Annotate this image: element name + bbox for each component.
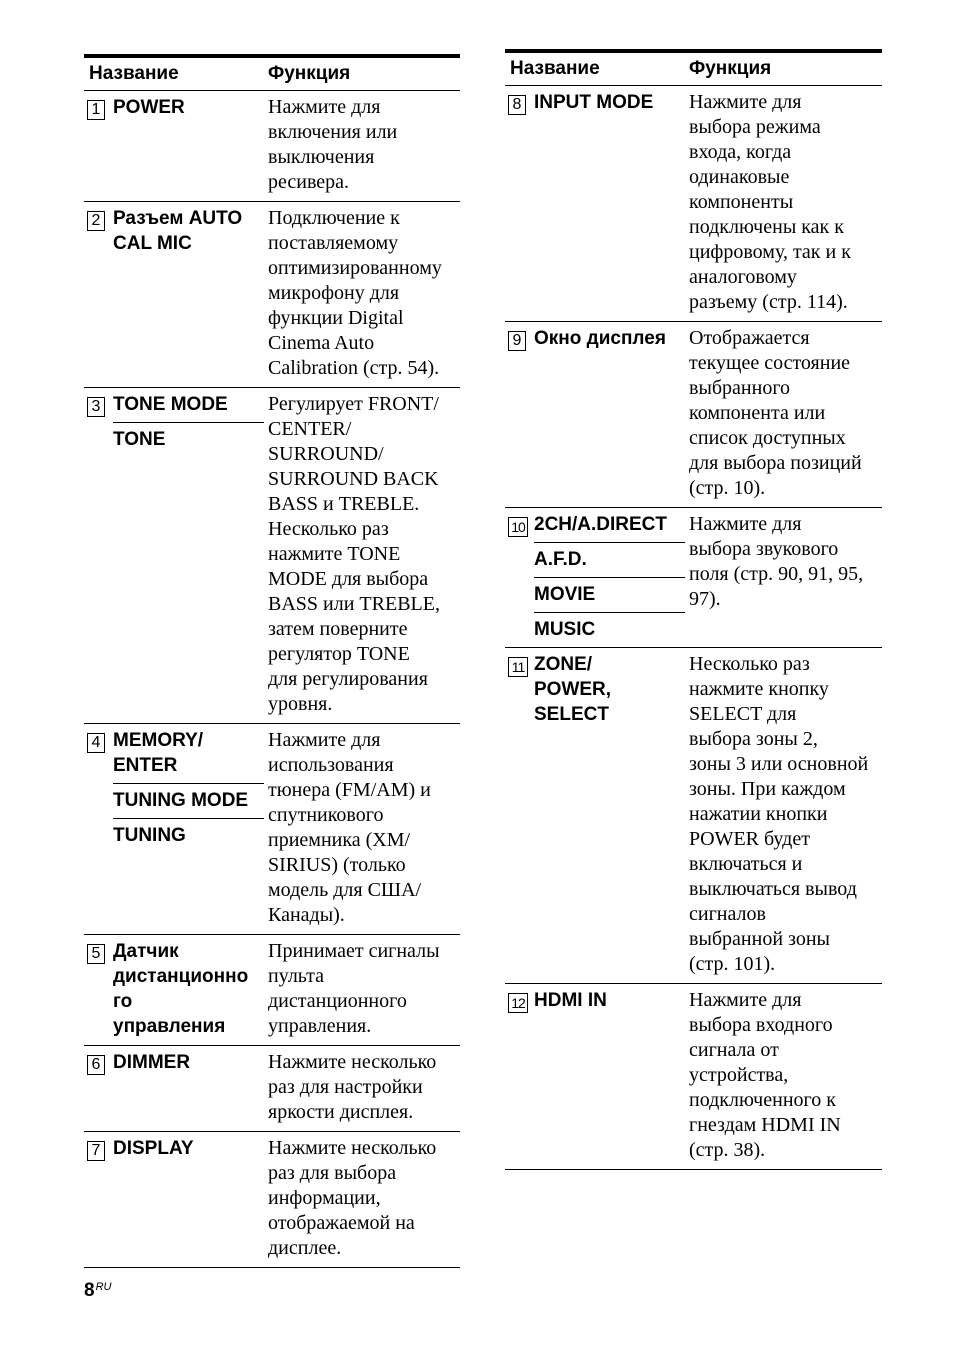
item-name: ZONE/ POWER, SELECT <box>534 654 612 725</box>
header-function: Функция <box>689 58 772 79</box>
table-row <box>505 984 882 1170</box>
item-name: Окно дисплея <box>534 328 666 349</box>
item-number-box: 10 <box>508 517 528 537</box>
item-name: TONE <box>113 422 264 457</box>
table-row <box>84 935 460 1046</box>
table-row <box>505 86 882 322</box>
table-row <box>505 322 882 508</box>
item-name: MEMORY/ ENTER <box>113 730 204 776</box>
item-name: 2CH/A.DIRECT <box>534 514 668 535</box>
function-description: Принимает сигналы пульта дистанционного управления. <box>268 940 440 1037</box>
page-number-value: 8 <box>84 1280 95 1301</box>
table-header <box>505 49 882 86</box>
item-name: TONE MODE <box>113 394 228 415</box>
item-number-box: 3 <box>87 397 105 417</box>
item-number-box: 1 <box>87 100 105 120</box>
header-name: Название <box>89 63 179 84</box>
item-names <box>113 388 264 457</box>
page-number <box>84 1280 111 1302</box>
table-header <box>84 54 460 91</box>
item-name: Разъем AUTO CAL MIC <box>113 208 243 254</box>
table-row <box>505 648 882 984</box>
item-names <box>534 648 685 732</box>
item-names <box>113 935 264 1044</box>
table-row <box>84 91 460 202</box>
table-row <box>84 724 460 935</box>
header-name: Название <box>510 58 600 79</box>
item-names <box>534 322 685 356</box>
item-number-box: 5 <box>87 944 105 964</box>
item-number-box: 8 <box>508 95 526 115</box>
function-description: Нажмите для выбора режима входа, когда одинаковые компоненты подключены как к цифровому, так и к аналоговому разъему (стр. 114). <box>689 91 851 313</box>
table-row <box>84 1046 460 1132</box>
header-function: Функция <box>268 63 351 84</box>
function-description: Нажмите несколько раз для настройки яркости дисплея. <box>268 1051 437 1123</box>
item-name: POWER <box>113 97 185 118</box>
table-row <box>84 202 460 388</box>
item-names <box>113 1046 264 1080</box>
function-description: Нажмите для выбора входного сигнала от устройства, подключенного к гнездам HDMI IN (стр. 38). <box>689 989 841 1161</box>
item-number-box: 6 <box>87 1055 105 1075</box>
function-description: Нажмите для включения или выключения ресивера. <box>268 96 398 193</box>
item-names <box>113 1132 264 1166</box>
item-name: DISPLAY <box>113 1138 194 1159</box>
function-description: Регулирует FRONT/ CENTER/ SURROUND/ SURROUND BACK BASS и TREBLE. Несколько раз нажмите TONE MODE для выбора BASS или TREBLE, затем поверните регулятор TONE для регулирования уровня. <box>268 393 440 715</box>
item-names <box>534 86 685 120</box>
item-name: DIMMER <box>113 1052 191 1073</box>
item-name: MOVIE <box>534 577 685 612</box>
item-number-box: 4 <box>87 733 105 753</box>
item-number-box: 9 <box>508 331 526 351</box>
item-names <box>534 984 685 1018</box>
page-language: RU <box>95 1281 112 1293</box>
item-names <box>113 202 264 261</box>
item-names <box>534 508 685 647</box>
item-number-box: 12 <box>508 993 528 1013</box>
function-description: Нажмите для использования тюнера (FM/AM) и спутникового приемника (XM/ SIRIUS) (только модель для США/ Канады). <box>268 729 431 926</box>
right-table <box>505 49 882 1170</box>
item-number-box: 7 <box>87 1141 105 1161</box>
item-names <box>113 91 264 125</box>
item-name: Датчик дистанционно го управления <box>113 941 249 1037</box>
item-name: TUNING MODE <box>113 783 264 818</box>
item-name: HDMI IN <box>534 990 607 1011</box>
item-names <box>113 724 264 853</box>
function-description: Подключение к поставляемому оптимизированному микрофону для функции Digital Cinema Auto Calibration (стр. 54). <box>268 207 442 379</box>
item-number-box: 2 <box>87 211 105 231</box>
item-name: INPUT MODE <box>534 92 654 113</box>
function-description: Нажмите для выбора звукового поля (стр. 90, 91, 95, 97). <box>689 513 864 610</box>
table-row <box>84 1132 460 1268</box>
item-name: MUSIC <box>534 612 685 647</box>
function-description: Отображается текущее состояние выбранного компонента или список доступных для выбора позиций (стр. 10). <box>689 327 862 499</box>
left-table <box>84 54 460 1268</box>
item-name: TUNING <box>113 818 264 853</box>
item-name: A.F.D. <box>534 542 685 577</box>
table-row <box>84 388 460 724</box>
table-row <box>505 508 882 648</box>
item-number-box: 11 <box>508 657 528 677</box>
function-description: Нажмите несколько раз для выбора информации, отображаемой на дисплее. <box>268 1137 437 1259</box>
function-description: Несколько раз нажмите кнопку SELECT для выбора зоны 2, зоны 3 или основной зоны. При каждом нажатии кнопки POWER будет включаться и выключаться вывод сигналов выбранной зоны (стр. 101). <box>689 653 869 975</box>
